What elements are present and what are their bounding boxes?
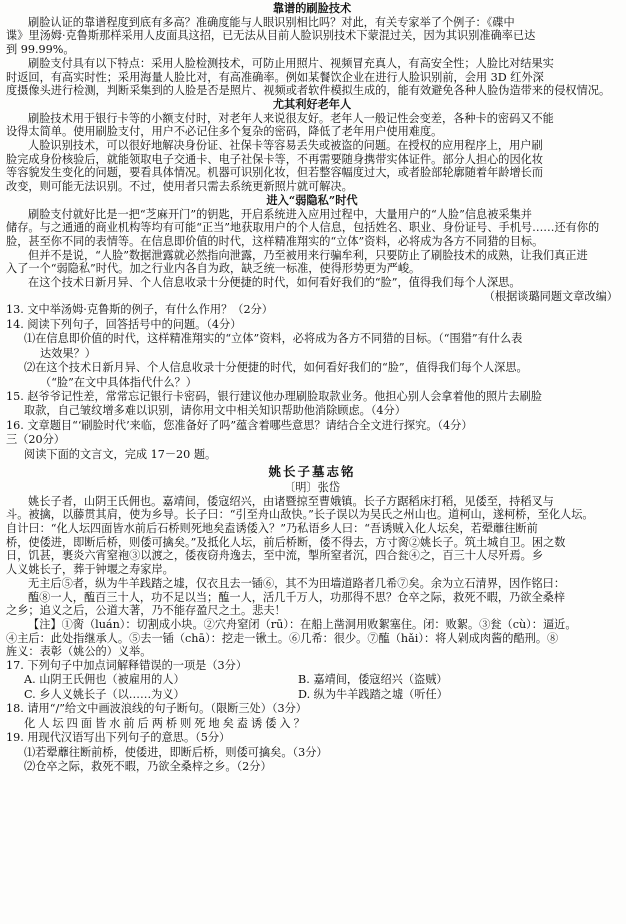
paragraph-line: 但并不是说，“人脸”数据泄露就必然指向泄露，乃至被用来行骗牟利，只要防止了刷脸技术的成熟，让我们真正进 bbox=[28, 248, 588, 262]
paragraph-line: 脸，甚至你不同的表情等。在信息即价值的时代，这样精准翔实的“立体”资料，必将成为各方不同猎的目标。 bbox=[6, 234, 544, 248]
annotation-note: 旌义：表彰（姚公的）义举。 bbox=[6, 645, 152, 659]
annotation-note: 【注】①脔（luán）：切割成小块。②穴舟窒闭（rū）：在船上凿洞用败絮塞住。闭：败絮。③瓮（cù）：逼近。 bbox=[28, 617, 577, 631]
question-19: 19. 用现代汉语写出下列句子的意思。（5分） bbox=[6, 731, 231, 745]
paragraph-line: 时返回，有高实时性；采用海量人脸比对，有高准确率。例如某餐饮企业在进行人脸识别前，会用 3D 红外深 bbox=[6, 70, 544, 84]
question-19-2: ⑵仓卒之际，救死不暇，乃欲全桑梓之乡。（2分） bbox=[24, 759, 272, 773]
classical-author: 〔明〕张岱 bbox=[284, 480, 340, 494]
question-15: 15. 赵爷爷记性差，常常忘记银行卡密码，银行建议他办理刷脸取款业务。他担心别人会拿着他的照片去刷脸 bbox=[6, 389, 542, 403]
annotation-note: ④主后：此处指继承人。⑤去一锸（chā）：挖走一锹土。⑥几希：很少。⑦醢（hǎi）：将人剁成肉酱的酷刑。⑧ bbox=[6, 631, 559, 645]
classical-line: 日，饥甚，裹炎六宵窒袍③以渡之，倭夜窃舟逸去，至中流，掣所窒者沉，四合瓮④之，百三十人尽歼焉。乡 bbox=[6, 549, 544, 563]
classical-line: 姚长子者，山阴王氏佣也。嘉靖间，倭寇绍兴，由诸暨掠至曹娥镇。长子方踞稻床打稻，见倭至，持稻叉与 bbox=[28, 494, 554, 508]
paragraph-line: 改变，则可能无法识别。不过，使用者只需去系统更新照片就可解决。 bbox=[6, 180, 353, 194]
question-17-options-row2 bbox=[6, 688, 618, 702]
question-14-1: ⑴在信息即价值的时代，这样精准翔实的“立体”资料，必将成为各方不同猎的目标。（“围猎”有什么表 bbox=[24, 332, 523, 346]
paragraph-line: 刷脸认证的靠谱程度到底有多高？准确度能与人眼识别相比吗？对此，有关专家举了个例子：《碟中 bbox=[28, 15, 515, 29]
classical-line: 之乡；追义之后，公道大著，乃不能存盈尺之土。悲夫！ bbox=[6, 604, 286, 618]
section-heading: 尤其利好老年人 bbox=[272, 97, 352, 111]
classical-line: 无主后⑤者，纵为牛羊践踏之墟，仅衣且去一锸⑥，其不为田墙道路者几希⑦矣。余为立石清界，因作铭曰： bbox=[28, 576, 566, 590]
paragraph-line: 谍》里汤姆·克鲁斯那样采用人皮面具这招，已无法从目前人脸识别技术下蒙混过关，因为其识别准确率已达 bbox=[6, 29, 536, 43]
paragraph-line: 刷脸支付具有以下特点：采用人脸检测技术，可防止用照片、视频冒充真人，有高安全性；人脸比对结果实 bbox=[28, 56, 554, 70]
classical-line: 人义姚长子，葬于钟堰之寿家岸。 bbox=[6, 563, 174, 577]
classical-line: 自计曰：“化人坛四面皆水前后石桥则死地矣盍诱倭入？”乃私语乡人曰：“吾诱贼入化人坛矣，若翚蘼往断前 bbox=[6, 522, 538, 536]
question-17: 17. 下列句子中加点词解释错误的一项是（3分） bbox=[6, 659, 248, 673]
option-b: B. 嘉靖间，倭寇绍兴（盗贼） bbox=[298, 673, 448, 687]
question-14: 14. 阅读下列句子，回答括号中的问题。（4分） bbox=[6, 317, 242, 331]
section-heading: 进入“弱隐私”时代 bbox=[266, 193, 358, 207]
section-3-label: 三（20分） bbox=[6, 433, 65, 447]
classical-line: 斗。被擒，以藤贯其肩，使为乡导。长子曰：“引至舟山敌快。”长子误以为吴氏之州山也。道柯山，遂柯桥，至化人坛。 bbox=[6, 508, 594, 522]
source-note: （根据谈璐同题文章改编） bbox=[483, 289, 618, 303]
section-heading: 靠谱的刷脸技术 bbox=[272, 2, 352, 15]
paragraph-line: 人脸识别技术，可以很好地解决身份证、社保卡等容易丢失或被盗的问题。在授权的应用程序上，用户刷 bbox=[28, 139, 543, 153]
option-a: A. 山阴王氏佣也（被雇用的人） bbox=[24, 673, 185, 687]
classical-title: 姚长子墓志铭 bbox=[268, 463, 356, 479]
paragraph-line: 储存。与之通通的商业机构等均有可能“正当”地获取用户的个人信息，包括姓名、职业、身份证号、手机号……还有你的 bbox=[6, 221, 600, 235]
question-14-2: ⑵在这个技术日新月异、个人信息收录十分便捷的时代，如何看好我们的“脸”，值得我们每个人深思。 bbox=[24, 361, 528, 375]
section-3-intro: 阅读下面的文言文，完成 17－20 题。 bbox=[24, 447, 217, 461]
question-15-cont: 取款，自己皱纹增多难以识别，请你用文中相关知识帮助他消除顾虑。（4分） bbox=[24, 404, 406, 418]
question-18: 18. 请用“/”给文中画波浪线的句子断句。（限断三处）（3分） bbox=[6, 702, 307, 716]
paragraph-line: 入了一个“弱隐私”时代。加之行业内各自为政，缺乏统一标准，使得形势更为严峻。 bbox=[6, 262, 421, 276]
option-d: D. 纵为牛羊践踏之墟（听任） bbox=[298, 687, 448, 701]
question-16: 16. 文章题目“‘刷脸时代’来临，您准备好了吗”蕴含着哪些意思？请结合全文进行探究。（4分） bbox=[6, 418, 473, 432]
paragraph-line: 在这个技术日新月异、个人信息收录十分便捷的时代，如何看好我们的“脸”，值得我们每个人深思。 bbox=[28, 276, 521, 290]
question-18-text: 化人坛四面皆水前后两桥则死地矣盍诱倭入？ bbox=[24, 716, 308, 730]
question-14-2-cont: （“脸”在文中具体指代什么？） bbox=[40, 375, 197, 389]
paragraph-line: 设得太简单。使用刷脸支付，用户不必记住多个复杂的密码，降低了老年用户使用难度。 bbox=[6, 125, 443, 139]
question-13: 13. 文中举汤姆·克鲁斯的例子，有什么作用？（2分） bbox=[6, 303, 273, 317]
paragraph-line: 到 99.99%。 bbox=[6, 43, 75, 57]
question-14-1-cont: 达效果？） bbox=[40, 346, 96, 360]
question-19-1: ⑴若翚蘼往断前桥，使倭进，即断后桥，则倭可擒矣。（3分） bbox=[24, 745, 328, 759]
paragraph-line: 度摄像头进行检测，判断采集到的人脸是否是照片、视频或者软件模拟生成的，能有效避免各种人脸伪造带来的侵权情况。 bbox=[6, 84, 611, 98]
paragraph-line: 刷脸技术用于银行卡等的小额支付时，对老年人来说很友好。老年人一般记性会变差，各种卡的密码又不能 bbox=[28, 111, 554, 125]
paragraph-line: 等容貌发生变化的问题，要看具体情况。机器可识别化妆，但若整容幅度过大，或者脸部轮廓随着年龄增长而 bbox=[6, 166, 544, 180]
classical-line: 桥，使倭进，即断后桥，则倭可擒矣。”及抵化人坛，前后桥断，倭不得去，方寸脔②姚长子。筑土城自卫。困之数 bbox=[6, 535, 566, 549]
paragraph-line: 脸完成身份核验后，就能领取电子交通卡、电子社保卡等，不再需要随身携带实体证件。部分人担心的因化妆 bbox=[6, 152, 544, 166]
paragraph-line: 刷脸支付就好比是一把“芝麻开门”的钥匙，开启系统进入应用过程中，大量用户的“人脸”信息被采集并 bbox=[28, 207, 532, 221]
classical-line: 醢⑧一人，醢百三十人，功不足以当；醢一人，活几千万人，功那得不思？仓卒之际，救死不暇，乃欲全桑梓 bbox=[28, 590, 566, 604]
question-17-options-row1 bbox=[6, 673, 618, 687]
option-c: C. 乡人义姚长子（以……为义） bbox=[24, 687, 185, 701]
